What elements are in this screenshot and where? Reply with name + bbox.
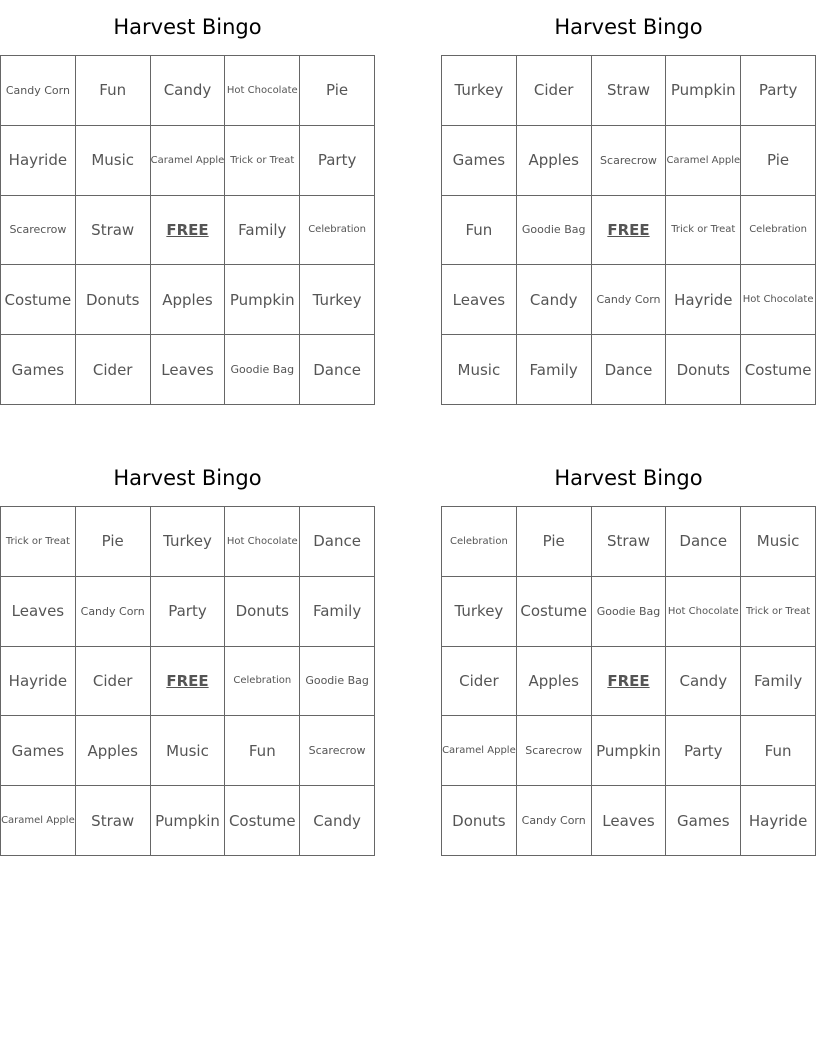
free-space: FREE [592, 196, 667, 266]
bingo-cell: Family [300, 577, 375, 647]
bingo-cell: Caramel Apple [151, 126, 226, 196]
bingo-cell: Music [442, 335, 517, 405]
bingo-cell: Family [517, 335, 592, 405]
bingo-cell: Party [666, 716, 741, 786]
bingo-cell: Games [666, 786, 741, 856]
bingo-cell: Celebration [300, 196, 375, 266]
bingo-cell: Leaves [442, 265, 517, 335]
bingo-cell: Music [741, 507, 816, 577]
bingo-card-1 [0, 0, 375, 405]
bingo-cell: Cider [76, 335, 151, 405]
bingo-cell: Donuts [225, 577, 300, 647]
bingo-cell: Goodie Bag [300, 647, 375, 717]
card-title: Harvest Bingo [554, 15, 703, 39]
card-title: Harvest Bingo [113, 15, 262, 39]
bingo-cell: Costume [741, 335, 816, 405]
bingo-cell: Celebration [741, 196, 816, 266]
bingo-cell: Dance [666, 507, 741, 577]
bingo-cell: Apples [151, 265, 226, 335]
bingo-cell: Pumpkin [225, 265, 300, 335]
bingo-cell: Candy [300, 786, 375, 856]
bingo-cell: Party [151, 577, 226, 647]
bingo-cell: Hayride [666, 265, 741, 335]
bingo-cell: Apples [517, 647, 592, 717]
bingo-cell: Cider [76, 647, 151, 717]
bingo-cell: Games [442, 126, 517, 196]
bingo-cell: Goodie Bag [592, 577, 667, 647]
bingo-cell: Celebration [442, 507, 517, 577]
bingo-cell: Fun [442, 196, 517, 266]
bingo-cell: Trick or Treat [741, 577, 816, 647]
bingo-cell: Hayride [741, 786, 816, 856]
bingo-cell: Leaves [1, 577, 76, 647]
bingo-cell: Family [225, 196, 300, 266]
bingo-cell: Candy Corn [517, 786, 592, 856]
bingo-cell: Fun [225, 716, 300, 786]
bingo-cell: Hayride [1, 647, 76, 717]
bingo-cell: Apples [76, 716, 151, 786]
bingo-cell: Scarecrow [517, 716, 592, 786]
bingo-cell: Family [741, 647, 816, 717]
bingo-cell: Pumpkin [666, 56, 741, 126]
bingo-cell: Hot Chocolate [666, 577, 741, 647]
bingo-cell: Party [300, 126, 375, 196]
bingo-cell: Straw [76, 196, 151, 266]
bingo-cell: Scarecrow [300, 716, 375, 786]
bingo-cell: Hot Chocolate [741, 265, 816, 335]
bingo-cell: Pie [300, 56, 375, 126]
card-title: Harvest Bingo [554, 466, 703, 490]
bingo-cell: Scarecrow [1, 196, 76, 266]
bingo-grid [0, 506, 375, 856]
bingo-cell: Games [1, 335, 76, 405]
bingo-cell: Turkey [442, 577, 517, 647]
bingo-cell: Candy Corn [76, 577, 151, 647]
bingo-cell: Costume [517, 577, 592, 647]
bingo-cell: Dance [300, 335, 375, 405]
bingo-cell: Donuts [76, 265, 151, 335]
bingo-cell: Turkey [300, 265, 375, 335]
bingo-cell: Dance [300, 507, 375, 577]
bingo-cell: Celebration [225, 647, 300, 717]
card-title: Harvest Bingo [113, 466, 262, 490]
bingo-cell: Pie [741, 126, 816, 196]
bingo-cell: Turkey [151, 507, 226, 577]
bingo-cell: Trick or Treat [666, 196, 741, 266]
bingo-cell: Caramel Apple [666, 126, 741, 196]
bingo-cell: Straw [76, 786, 151, 856]
free-space: FREE [151, 196, 226, 266]
bingo-cell: Music [76, 126, 151, 196]
bingo-cell: Donuts [442, 786, 517, 856]
bingo-cell: Straw [592, 507, 667, 577]
free-space: FREE [592, 647, 667, 717]
bingo-cell: Pumpkin [592, 716, 667, 786]
bingo-cell: Cider [442, 647, 517, 717]
bingo-cell: Trick or Treat [225, 126, 300, 196]
bingo-cell: Goodie Bag [225, 335, 300, 405]
bingo-cell: Goodie Bag [517, 196, 592, 266]
bingo-card-2 [441, 0, 816, 405]
bingo-grid [441, 506, 816, 856]
bingo-cell: Fun [76, 56, 151, 126]
bingo-cell: Straw [592, 56, 667, 126]
bingo-cell: Party [741, 56, 816, 126]
bingo-cell: Candy Corn [1, 56, 76, 126]
bingo-cell: Leaves [151, 335, 226, 405]
bingo-cell: Candy [151, 56, 226, 126]
bingo-grid [0, 55, 375, 405]
bingo-cell: Music [151, 716, 226, 786]
bingo-cell: Caramel Apple [1, 786, 76, 856]
bingo-cell: Hayride [1, 126, 76, 196]
bingo-cell: Hot Chocolate [225, 507, 300, 577]
bingo-cell: Scarecrow [592, 126, 667, 196]
bingo-card-4 [441, 451, 816, 856]
bingo-cell: Cider [517, 56, 592, 126]
bingo-cell: Hot Chocolate [225, 56, 300, 126]
free-space: FREE [151, 647, 226, 717]
bingo-cell: Costume [225, 786, 300, 856]
bingo-cell: Fun [741, 716, 816, 786]
bingo-cell: Games [1, 716, 76, 786]
bingo-cell: Caramel Apple [442, 716, 517, 786]
bingo-cell: Donuts [666, 335, 741, 405]
bingo-cell: Trick or Treat [1, 507, 76, 577]
bingo-cell: Apples [517, 126, 592, 196]
bingo-cell: Candy [517, 265, 592, 335]
bingo-cell: Pie [517, 507, 592, 577]
bingo-cell: Leaves [592, 786, 667, 856]
bingo-cell: Pie [76, 507, 151, 577]
bingo-cell: Dance [592, 335, 667, 405]
bingo-cell: Pumpkin [151, 786, 226, 856]
bingo-card-3 [0, 451, 375, 856]
bingo-cell: Turkey [442, 56, 517, 126]
bingo-cell: Candy [666, 647, 741, 717]
bingo-cell: Costume [1, 265, 76, 335]
bingo-grid [441, 55, 816, 405]
bingo-cell: Candy Corn [592, 265, 667, 335]
